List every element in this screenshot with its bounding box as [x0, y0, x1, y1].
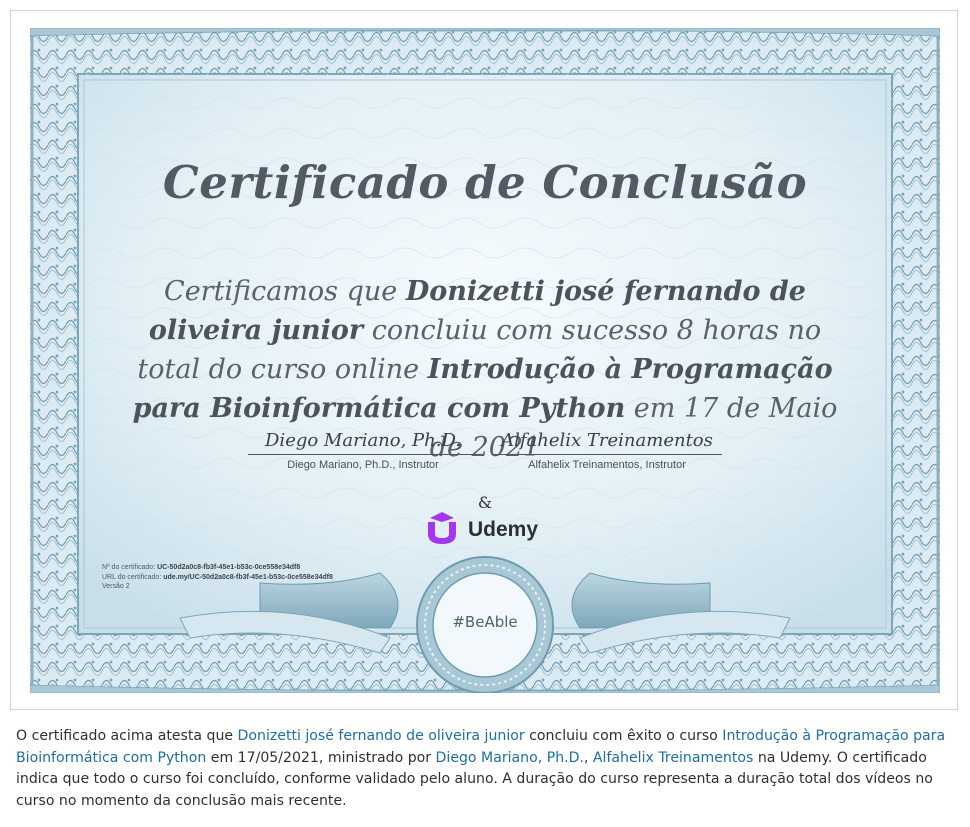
- student-profile-link[interactable]: Donizetti josé fernando de oliveira junior: [237, 728, 525, 744]
- course-name-part1: Introdução à Programação: [427, 354, 833, 385]
- student-name-part1: Donizetti josé fernando de: [405, 276, 806, 307]
- desc-comma: ,: [583, 749, 589, 766]
- instructor-2-link[interactable]: Alfahelix Treinamentos: [592, 749, 754, 766]
- completion-date: em 17 de Maio de 2021: [429, 393, 838, 463]
- certificate-title: Certificado de Conclusão: [162, 156, 808, 209]
- course-name-part2: para Bioinformática com Python: [132, 393, 626, 424]
- seal-hashtag: #BeAble: [452, 613, 518, 631]
- signature-block-2: [492, 430, 722, 471]
- signature-2-caption: Alfahelix Treinamentos, Instrutor: [528, 459, 686, 471]
- desc-part-1: O certificado acima atesta que: [16, 728, 234, 744]
- student-name-part2: oliveira junior: [148, 315, 364, 346]
- desc-part-4: na Udemy. O certificado indica que todo o curso foi concluído, conforme validado pelo aluno. A duração do curso representa a duração total dos vídeos no curso no momento da conclusão mais recente.: [16, 749, 933, 809]
- ampersand: &: [477, 493, 493, 512]
- udemy-wordmark: Udemy: [468, 518, 539, 541]
- desc-part-2: concluiu com êxito o curso: [529, 728, 718, 744]
- cert-url-label: URL do certificado:: [102, 573, 162, 581]
- certificate-image: [30, 28, 940, 693]
- signature-block-1: [248, 430, 478, 471]
- cert-number: UC-50d2a0c8-fb3f-45e1-b53c-0ce558e34df8: [157, 564, 301, 571]
- cert-version: Versão 2: [102, 583, 130, 590]
- certificate-description: [16, 726, 951, 812]
- desc-part-3: em 17/05/2021, ministrado por: [210, 749, 432, 766]
- cert-number-label: Nº do certificado:: [102, 564, 156, 571]
- signature-1-caption: Diego Mariano, Ph.D., Instrutor: [287, 459, 439, 471]
- signature-2: Alfahelix Treinamentos: [492, 430, 722, 455]
- instructor-1-link[interactable]: Diego Mariano, Ph.D.: [435, 749, 584, 766]
- course-link[interactable]: Introdução à Programação para Bioinformática com Python: [16, 728, 946, 766]
- cert-url: ude.my/UC-50d2a0c8-fb3f-45e1-b53c-0ce558e34df8: [163, 573, 333, 581]
- statement-completed: concluiu com sucesso 8 horas no total do curso online: [137, 315, 822, 385]
- udemy-logo: [422, 510, 538, 550]
- udemy-u-icon: [422, 512, 462, 548]
- certificate-metadata: [102, 563, 333, 592]
- signature-1: Diego Mariano, Ph.D.: [248, 430, 478, 455]
- certificate-statement: [120, 272, 850, 467]
- statement-intro: Certificamos que: [164, 276, 398, 307]
